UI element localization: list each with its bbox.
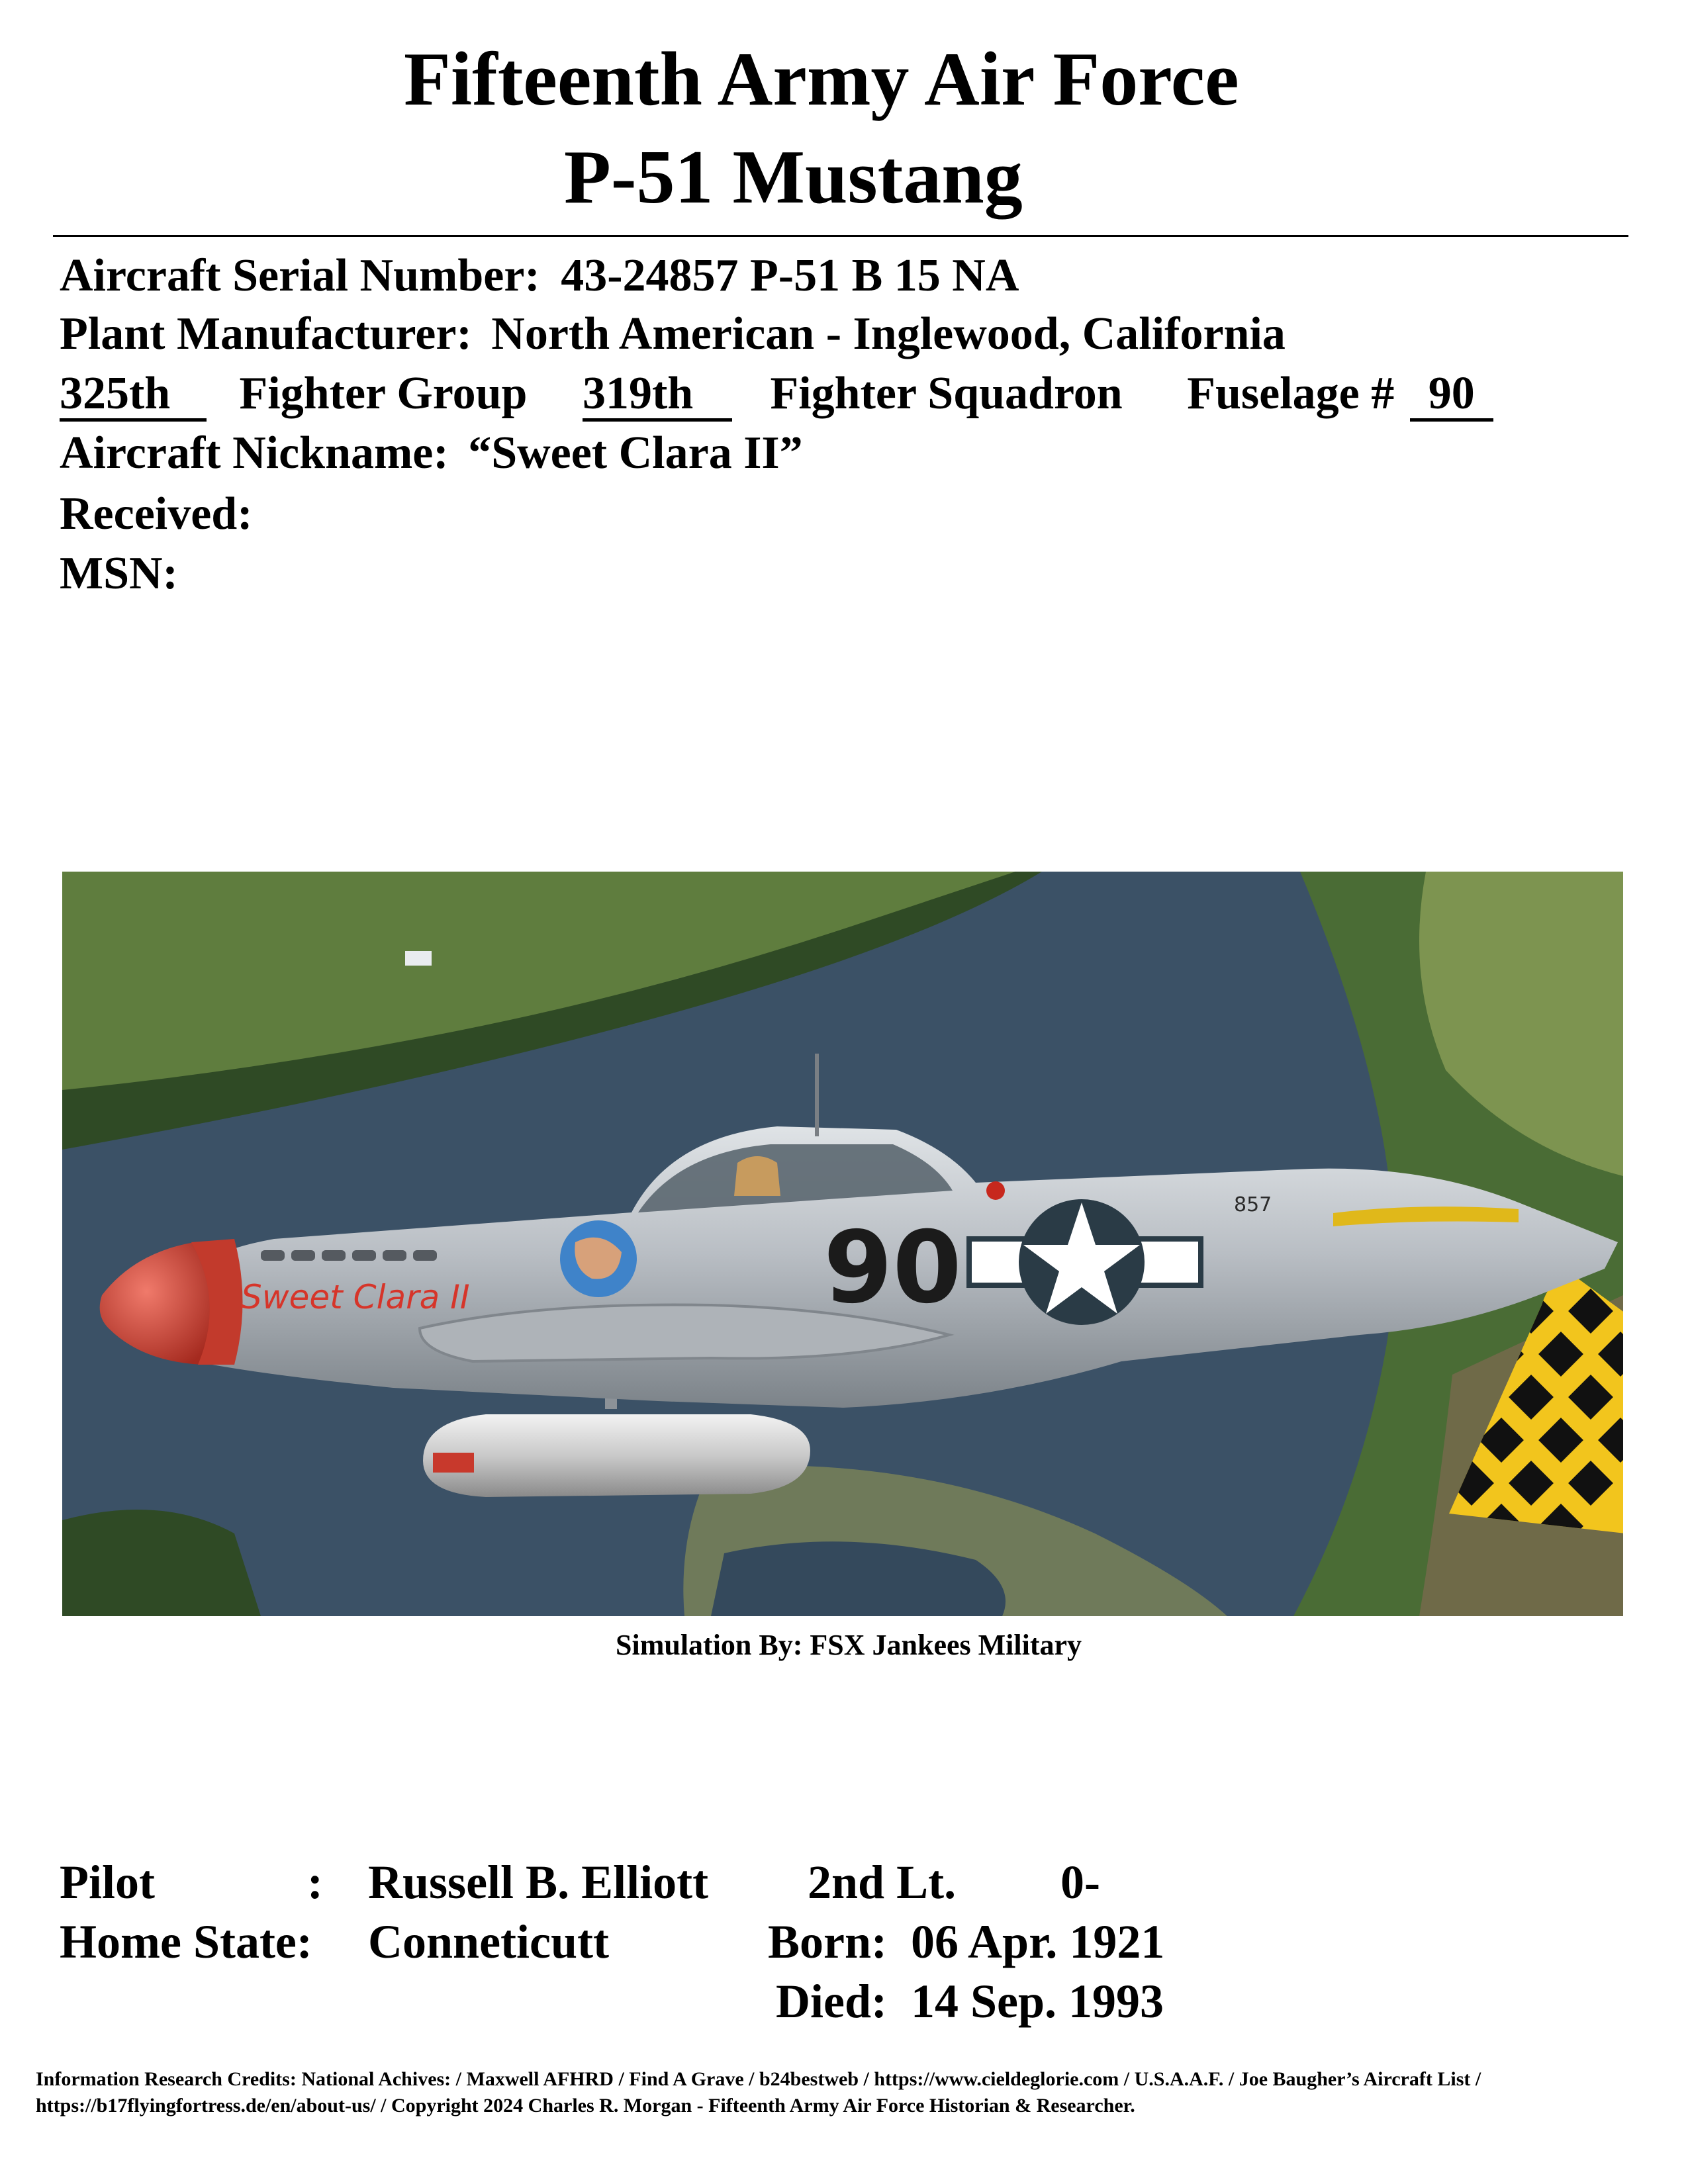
born-date: 06 Apr. 1921	[911, 1915, 1165, 1968]
page-subtitle: P-51 Mustang	[564, 135, 1023, 220]
pilot-service-number: 0-	[1060, 1856, 1100, 1909]
serial-value: 43-24857 P-51 B 15 NA	[561, 250, 1019, 301]
farm-building	[405, 951, 432, 966]
received-label: Received:	[60, 488, 253, 539]
unit-row	[60, 368, 1493, 422]
credits-line-2: https://b17flyingfortress.de/en/about-us/ / Copyright 2024 Charles R. Morgan - Fifteenth Army Air Force Historian & Researcher.	[36, 2095, 1135, 2116]
serial-label: Aircraft Serial Number:	[60, 250, 540, 301]
nose-art-text: Sweet Clara II	[241, 1278, 470, 1316]
died-date: 14 Sep. 1993	[910, 1975, 1164, 2028]
pilot-colon: :	[307, 1856, 323, 1909]
nickname-row	[60, 430, 803, 477]
pilot-figure	[734, 1156, 780, 1196]
home-state-label: Home State:	[60, 1915, 312, 1968]
died-label: Died:	[776, 1975, 887, 2028]
nickname-label: Aircraft Nickname:	[60, 428, 449, 478]
page-title: Fifteenth Army Air Force	[404, 37, 1239, 122]
fuselage-label: Fuselage #	[1187, 368, 1395, 419]
home-state-value: Conneticutt	[368, 1915, 609, 1968]
pilot-name: Russell B. Elliott	[368, 1856, 709, 1909]
manufacturer-label: Plant Manufacturer:	[60, 308, 472, 359]
group-value: 325th	[60, 371, 207, 422]
kill-marking	[986, 1181, 1005, 1200]
credits-line-1: Information Research Credits: National Achives: / Maxwell AFHRD / Find A Grave / b24bestweb / https://www.cieldeglorie.com / U.S.A.A.F. / Joe Baugher’s Aircraft List /	[36, 2068, 1481, 2090]
aircraft-photo	[62, 872, 1623, 1616]
nickname-value: “Sweet Clara II”	[468, 428, 803, 478]
header-divider	[53, 235, 1628, 237]
died-row	[776, 1975, 1164, 2028]
manufacturer-row	[60, 308, 1286, 359]
fuselage-value: 90	[1410, 371, 1493, 422]
group-label: Fighter Group	[239, 368, 528, 419]
pilot-rank: 2nd Lt.	[808, 1856, 957, 1909]
fuselage-code: 90	[823, 1210, 962, 1326]
born-label: Born:	[768, 1915, 887, 1968]
msn-label: MSN:	[60, 548, 178, 599]
manufacturer-value: North American - Inglewood, California	[491, 308, 1286, 359]
squadron-label: Fighter Squadron	[770, 368, 1123, 419]
tail-number: 857	[1234, 1193, 1272, 1216]
serial-row	[60, 250, 1019, 301]
born-row	[768, 1915, 1165, 1968]
photo-caption: Simulation By: FSX Jankees Military	[616, 1629, 1082, 1661]
squadron-value: 319th	[583, 371, 732, 422]
pilot-label: Pilot	[60, 1856, 155, 1909]
